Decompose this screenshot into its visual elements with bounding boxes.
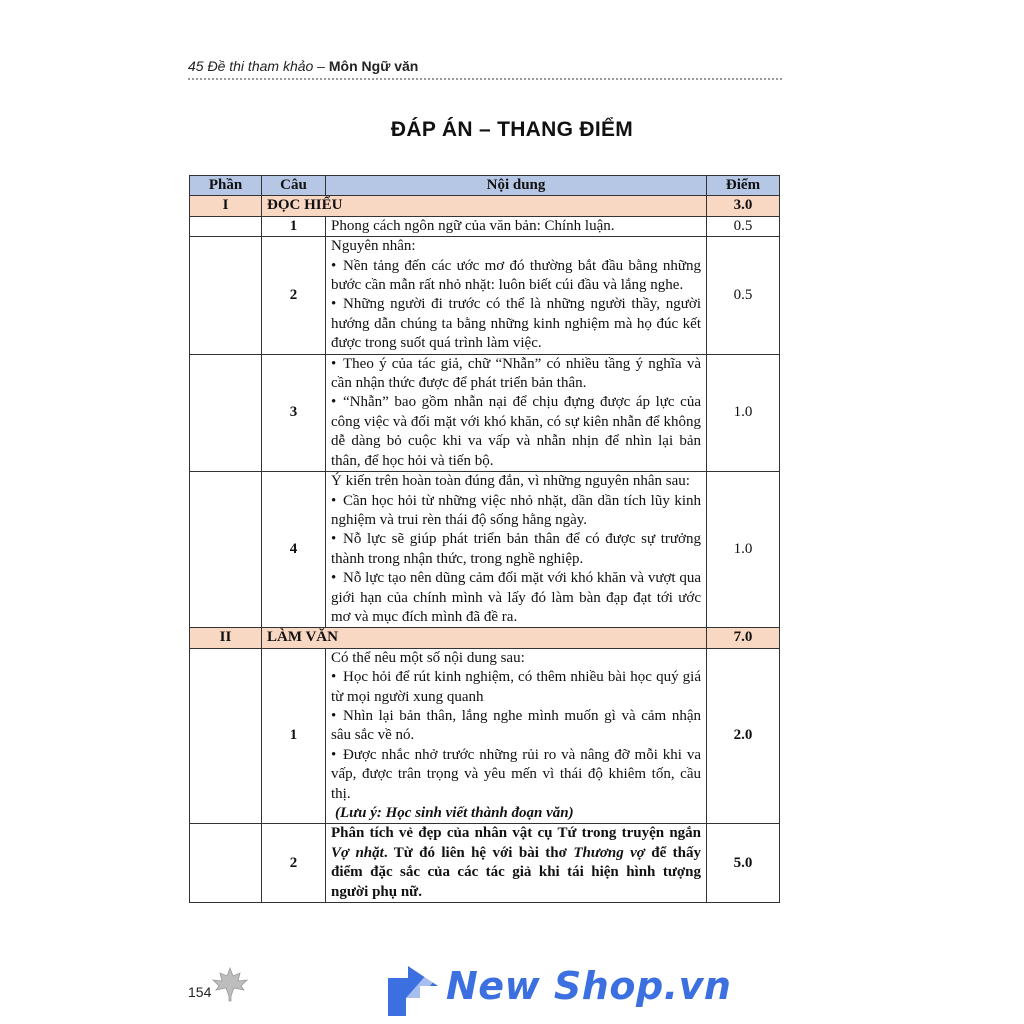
question-score: 5.0 (707, 824, 780, 903)
col-header-score: Điểm (707, 176, 780, 196)
essay-prompt: Phân tích vẻ đẹp của nhân vật cụ Tứ trong truyện ngắn Vợ nhặt. Từ đó liên hệ với bài thơ Thương vợ để thấy điểm đặc sắc của các tác giả khi tái hiện hình tượng người phụ nữ. (326, 824, 707, 903)
brand-name: New Shop.vn (446, 964, 732, 1008)
page-number: 154 (188, 984, 212, 1000)
list-item: • Nhìn lại bản thân, lắng nghe mình muốn gì và cảm nhận sâu sắc về nó. (331, 707, 701, 744)
answer-content: Nguyên nhân: • Nền tảng đến các ước mơ đó thường bắt đầu bằng những bước cần mẫn rất nhỏ nhặt: luôn biết cúi đầu và lắng nghe. • Những người đi trước có thể là những người thầy, người hướng dẫn chúng ta bằng những kinh nghiệm mà họ đúc kết được trong suốt quá trình làm việc. (326, 237, 707, 354)
list-item: • Cần học hỏi từ những việc nhỏ nhặt, dần dần tích lũy kinh nghiệm và trui rèn thái độ sống hằng ngày. (331, 492, 701, 528)
section-row (190, 628, 780, 648)
question-score: 0.5 (707, 216, 780, 236)
question-score: 0.5 (707, 237, 780, 354)
answer-content: Ý kiến trên hoàn toàn đúng đắn, vì những nguyên nhân sau: • Cần học hỏi từ những việc nhỏ nhặt, dần dần tích lũy kinh nghiệm và trui rèn thái độ sống hằng ngày. • Nỗ lực sẽ giúp phát triển bản thân để có được sự trưởng thành trong nhận thức, trong nghề nghiệp. • Nỗ lực tạo nên dũng cảm đối mặt với khó khăn và vượt qua giới hạn của chính mình và lấy đó làm bàn đạp đạt tới ước mơ và mục đích mình đã đề ra. (326, 472, 707, 628)
section-row (190, 196, 780, 216)
table-row (190, 824, 780, 903)
header-divider (188, 78, 782, 80)
list-item: • Theo ý của tác giả, chữ “Nhẫn” có nhiều tầng ý nghĩa và cần nhận thức được để phát triển bản thân. (331, 355, 701, 392)
list-item: • Những người đi trước có thể là những người thầy, người hướng dẫn chúng ta bằng những kinh nghiệm mà họ đúc kết được trong suốt quá trình làm việc. (331, 296, 701, 352)
question-number: 2 (262, 824, 326, 903)
question-score: 2.0 (707, 648, 780, 824)
answer-content: Có thể nêu một số nội dung sau: • Học hỏi để rút kinh nghiệm, có thêm nhiều bài học quý giá từ mọi người xung quanh • Nhìn lại bản thân, lắng nghe mình muốn gì và cảm nhận sâu sắc về nó. • Được nhắc nhở trước những rủi ro và nâng đỡ mỗi khi va vấp, được trân trọng và yêu mến vì thái độ khiêm tốn, cầu thị. (Lưu ý: Học sinh viết thành đoạn văn) (326, 648, 707, 824)
question-score: 1.0 (707, 472, 780, 628)
section-name: ĐỌC HIỂU (262, 196, 707, 216)
table-row (190, 648, 780, 824)
section-name: LÀM VĂN (262, 628, 707, 648)
list-item: • Nền tảng đến các ước mơ đó thường bắt đầu bằng những bước cần mẫn rất nhỏ nhặt: luôn biết cúi đầu và lắng nghe. (331, 257, 701, 294)
table-row (190, 472, 780, 628)
section-score: 7.0 (707, 628, 780, 648)
maple-leaf-icon (210, 966, 250, 1002)
running-header (188, 58, 418, 74)
section-score: 3.0 (707, 196, 780, 216)
table-row (190, 354, 780, 471)
col-header-question: Câu (262, 176, 326, 196)
page-title: ĐÁP ÁN – THANG ĐIỂM (390, 118, 634, 141)
col-header-part: Phần (190, 176, 262, 196)
table-header-row (190, 176, 780, 196)
answer-table (189, 175, 780, 903)
question-number: 3 (262, 354, 326, 471)
section-part: I (190, 196, 262, 216)
list-item: • Được nhắc nhở trước những rủi ro và nâng đỡ mỗi khi va vấp, được trân trọng và yêu mến vì thái độ khiêm tốn, cầu thị. (331, 746, 701, 802)
list-item: • Học hỏi để rút kinh nghiệm, có thêm nhiều bài học quý giá từ mọi người xung quanh (331, 669, 701, 705)
list-item: • Nỗ lực sẽ giúp phát triển bản thân để có được sự trưởng thành trong nhận thức, trong nghề nghiệp. (331, 531, 701, 567)
list-item: • “Nhẫn” bao gồm nhẫn nại để chịu đựng được áp lực của công việc và đối mặt với khó khăn, có sự kiên nhẫn để không dễ dàng bỏ cuộc khi va vấp và nhẫn nhịn để nhìn lại bản thân, để học hỏi và tiến bộ. (331, 394, 701, 469)
question-score: 1.0 (707, 354, 780, 471)
question-number: 2 (262, 237, 326, 354)
table-row (190, 237, 780, 354)
list-item: • Nỗ lực tạo nên dũng cảm đối mặt với khó khăn và vượt qua giới hạn của chính mình và lấy đó làm bàn đạp đạt tới ước mơ và mục đích mình đã đề ra. (331, 570, 701, 625)
series-title: 45 Đề thi tham khảo – (188, 58, 329, 74)
section-part: II (190, 628, 262, 648)
table-row (190, 216, 780, 236)
answer-content: Phong cách ngôn ngữ của văn bản: Chính luận. (326, 216, 707, 236)
col-header-content: Nội dung (326, 176, 707, 196)
subject-title: Môn Ngữ văn (328, 58, 419, 74)
question-number: 1 (262, 216, 326, 236)
question-number: 1 (262, 648, 326, 824)
answer-note: (Lưu ý: Học sinh viết thành đoạn văn) (335, 805, 574, 821)
answer-content (326, 354, 707, 471)
question-number: 4 (262, 472, 326, 628)
